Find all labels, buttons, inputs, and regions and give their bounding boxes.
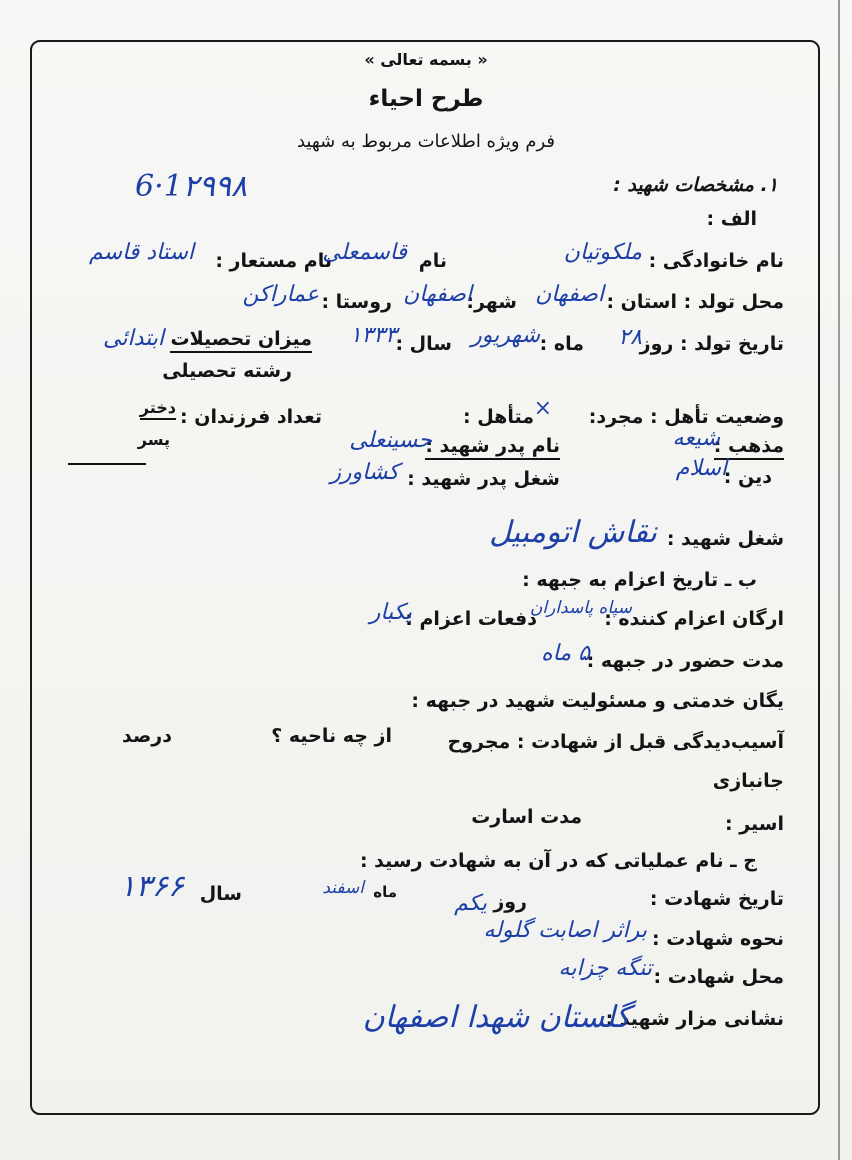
city-label: شهر: (466, 291, 517, 313)
injury-label: آسیب‌دیدگی قبل از شهادت : مجروح (447, 731, 784, 753)
alias-label: نام مستعار : (215, 250, 332, 272)
province-value: اصفهان (535, 282, 604, 307)
martyr-code: 6·1۲۹۹۸ (135, 169, 248, 204)
first-name-value: قاسمعلی (322, 240, 407, 265)
martyrdom-manner-label: نحوه شهادت : (652, 928, 784, 950)
birth-year-value: ۱۳۳۳ (349, 323, 397, 348)
martyrdom-day-value: یکم (454, 891, 487, 916)
children-son: پسر (137, 430, 170, 449)
section-c-title: ج ـ نام عملیاتی که در آن به شهادت رسید : (359, 850, 757, 872)
father-name-label: نام پدر شهید : (425, 437, 560, 460)
field-of-study-label: رشته تحصیلی (162, 360, 292, 382)
married-mark: × (533, 396, 552, 421)
page-edge (838, 0, 840, 1160)
basmala: « بسمه تعالی » (364, 50, 488, 69)
martyrdom-manner-value: براثر اصابت گلوله (483, 918, 647, 943)
martyrdom-place-label: محل شهادت : (653, 966, 784, 988)
martyrdom-year-label: سال (199, 883, 242, 905)
project-title: طرح احیاء (368, 86, 484, 112)
grave-address-value: گلستان شهدا اصفهان (362, 1000, 630, 1035)
martyrdom-place-value: تنگه چزابه (558, 956, 652, 981)
birth-month-value: شهریور (471, 323, 540, 348)
marital-label: وضعیت تأهل : مجرد: (588, 406, 784, 428)
martyr-job-value: نقاش اتومبیل (489, 515, 657, 550)
dispatch-count-value: یکبار (369, 600, 412, 625)
captive-label: اسیر : (725, 813, 784, 835)
martyr-job-label: شغل شهید : (666, 528, 784, 550)
martyrdom-year-value: ۱۳۶۶ (119, 869, 184, 904)
family-name-label: نام خانوادگی : (648, 250, 784, 272)
father-job-label: شغل پدر شهید : (407, 468, 560, 490)
alias-value: استاد قاسم (89, 240, 194, 265)
sect-label: مذهب : (714, 437, 784, 460)
martyrdom-month-label: ماه (373, 883, 397, 901)
dispatch-org-value: سپاه پاسداران (529, 598, 632, 618)
section-b-title: ب ـ تاریخ اعزام به جبهه : (522, 569, 757, 591)
grave-address-label: نشانی مزار شهید : (605, 1008, 784, 1030)
village-label: روستا : (321, 291, 392, 313)
dispatch-count-label: دفعات اعزام : (405, 608, 537, 630)
sect-underline (68, 463, 146, 465)
birth-year-label: سال : (395, 333, 452, 355)
first-name-label: نام (418, 250, 447, 272)
city-value: اصفهان (403, 282, 472, 307)
father-job-value: کشاورز (330, 460, 399, 485)
village-value: عماراکن (242, 282, 319, 307)
father-name-value: حسینعلی (349, 428, 432, 453)
martyrdom-month-value: اسفند (322, 878, 364, 898)
children-label: تعداد فرزندان : (180, 406, 322, 428)
sect-value: شیعه (672, 426, 720, 451)
married-label: متأهل : (463, 406, 534, 428)
captivity-duration-label: مدت اسارت (471, 806, 582, 828)
sub-a-label: الف : (706, 208, 757, 230)
education-value: ابتدائی (103, 326, 164, 351)
education-label: میزان تحصیلات (170, 330, 312, 353)
injury-area-label: از چه ناحیه ؟ (271, 725, 392, 747)
section-1-title: ۱. مشخصات شهید : (613, 174, 778, 196)
children-daughter: دختر (140, 400, 176, 420)
dispatch-org-label: ارگان اعزام کننده : (604, 608, 784, 630)
martyrdom-date-label: تاریخ شهادت : (649, 888, 784, 910)
front-presence-label: مدت حضور در جبهه : (586, 650, 784, 672)
front-presence-value: ۵ ماه (541, 641, 590, 666)
form-title: فرم ویژه اطلاعات مربوط به شهید (296, 131, 556, 152)
birth-day-value: ۲۸ (618, 325, 642, 350)
martyrdom-day-label: روز (493, 891, 527, 913)
birth-month-label: ماه : (539, 333, 584, 355)
birthplace-label: محل تولد : استان : (606, 291, 784, 313)
religion-label: دین : (723, 466, 772, 488)
birthdate-label: تاریخ تولد : روز (639, 333, 784, 355)
veteran-label: جانبازی (712, 770, 784, 792)
religion-value: اسلام (675, 456, 727, 481)
unit-label: یگان خدمتی و مسئولیت شهید در جبهه : (411, 690, 784, 712)
family-name-value: ملکوتیان (563, 240, 642, 265)
percent-label: درصد (121, 725, 172, 747)
